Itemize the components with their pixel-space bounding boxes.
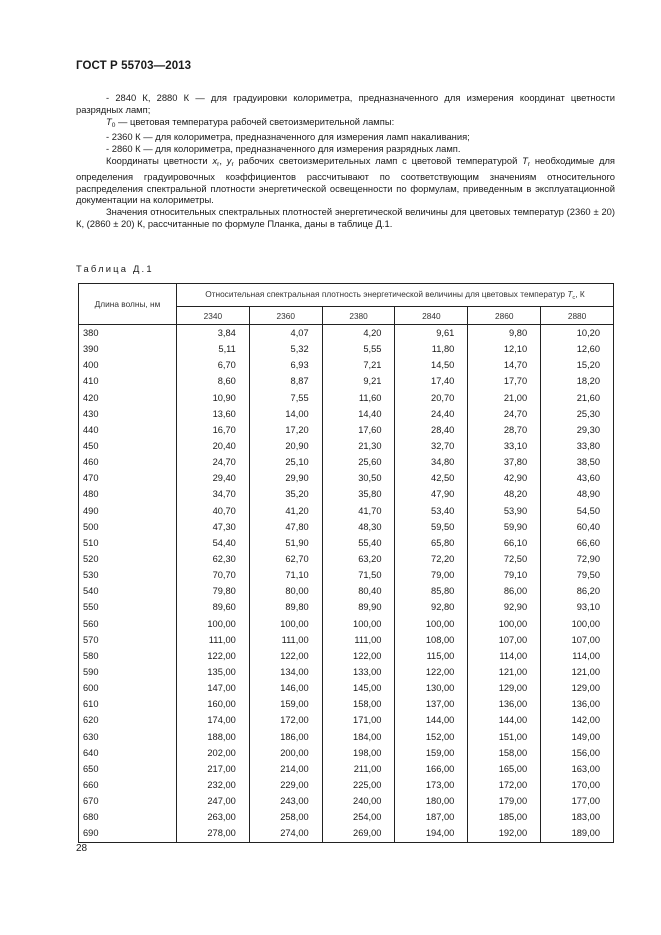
table-row	[79, 551, 614, 567]
value-cell: 79,10	[468, 567, 541, 583]
value-cell: 243,00	[249, 793, 322, 809]
table-row	[79, 777, 614, 793]
value-cell: 14,00	[249, 406, 322, 422]
table-row	[79, 761, 614, 777]
value-cell: 34,80	[395, 454, 468, 470]
value-cell: 59,90	[468, 519, 541, 535]
value-cell: 200,00	[249, 745, 322, 761]
value-cell: 40,70	[177, 503, 250, 519]
value-cell: 170,00	[541, 777, 614, 793]
wavelength-cell: 530	[79, 567, 177, 583]
value-cell: 21,30	[322, 438, 395, 454]
value-cell: 12,10	[468, 341, 541, 357]
value-cell: 15,20	[541, 357, 614, 373]
table-row	[79, 599, 614, 615]
document-header: ГОСТ Р 55703—2013	[76, 60, 192, 72]
value-cell: 229,00	[249, 777, 322, 793]
value-cell: 172,00	[249, 712, 322, 728]
value-cell: 28,40	[395, 422, 468, 438]
value-cell: 122,00	[249, 648, 322, 664]
value-cell: 4,07	[249, 325, 322, 342]
value-cell: 47,80	[249, 519, 322, 535]
value-cell: 48,90	[541, 486, 614, 502]
value-cell: 100,00	[541, 616, 614, 632]
value-cell: 70,70	[177, 567, 250, 583]
wavelength-cell: 590	[79, 664, 177, 680]
wavelength-cell: 610	[79, 696, 177, 712]
value-cell: 147,00	[177, 680, 250, 696]
wavelength-cell: 460	[79, 454, 177, 470]
value-cell: 6,70	[177, 357, 250, 373]
table-row	[79, 616, 614, 632]
value-cell: 188,00	[177, 729, 250, 745]
value-cell: 17,60	[322, 422, 395, 438]
value-cell: 86,00	[468, 583, 541, 599]
value-cell: 24,70	[468, 406, 541, 422]
wavelength-cell: 520	[79, 551, 177, 567]
wavelength-cell: 660	[79, 777, 177, 793]
value-cell: 111,00	[322, 632, 395, 648]
value-cell: 144,00	[468, 712, 541, 728]
value-cell: 62,70	[249, 551, 322, 567]
wavelength-cell: 550	[79, 599, 177, 615]
value-cell: 9,80	[468, 325, 541, 342]
value-cell: 13,60	[177, 406, 250, 422]
value-cell: 115,00	[395, 648, 468, 664]
value-cell: 66,60	[541, 535, 614, 551]
value-cell: 179,00	[468, 793, 541, 809]
value-cell: 66,10	[468, 535, 541, 551]
value-cell: 93,10	[541, 599, 614, 615]
value-cell: 47,90	[395, 486, 468, 502]
value-cell: 63,20	[322, 551, 395, 567]
value-cell: 35,80	[322, 486, 395, 502]
value-cell: 160,00	[177, 696, 250, 712]
wavelength-cell: 490	[79, 503, 177, 519]
wavelength-cell: 630	[79, 729, 177, 745]
value-cell: 21,60	[541, 390, 614, 406]
value-cell: 202,00	[177, 745, 250, 761]
t0-subscript: 0	[111, 121, 116, 129]
wavelength-cell: 380	[79, 325, 177, 342]
value-cell: 24,70	[177, 454, 250, 470]
value-cell: 194,00	[395, 825, 468, 842]
table-row	[79, 535, 614, 551]
value-cell: 100,00	[249, 616, 322, 632]
value-cell: 3,84	[177, 325, 250, 342]
value-cell: 41,20	[249, 503, 322, 519]
t0-text: — цветовая температура рабочей светоизмерительной лампы:	[115, 115, 395, 127]
value-cell: 28,70	[468, 422, 541, 438]
value-cell: 14,70	[468, 357, 541, 373]
value-cell: 8,60	[177, 373, 250, 389]
wavelength-cell: 680	[79, 809, 177, 825]
table-row	[79, 470, 614, 486]
value-cell: 89,80	[249, 599, 322, 615]
group-header-text: Относительная спектральная плотность энергетической величины для цветовых температур	[205, 289, 568, 299]
value-cell: 72,90	[541, 551, 614, 567]
p5-y: y	[226, 154, 232, 166]
wavelength-cell: 650	[79, 761, 177, 777]
wavelength-cell: 450	[79, 438, 177, 454]
value-cell: 7,55	[249, 390, 322, 406]
value-cell: 5,32	[249, 341, 322, 357]
paragraph-2360: - 2360 К — для колориметра, предназначенного для измерения ламп накаливания;	[106, 131, 470, 143]
value-cell: 79,00	[395, 567, 468, 583]
temp-header: 2840	[395, 307, 468, 325]
value-cell: 18,20	[541, 373, 614, 389]
value-cell: 80,00	[249, 583, 322, 599]
value-cell: 32,70	[395, 438, 468, 454]
value-cell: 144,00	[395, 712, 468, 728]
wavelength-cell: 540	[79, 583, 177, 599]
value-cell: 71,10	[249, 567, 322, 583]
value-cell: 92,80	[395, 599, 468, 615]
paragraph-2840: - 2840 К, 2880 К — для градуировки колориметра, предназначенного для измерения координат цветности разрядных ламп;	[76, 92, 615, 115]
p5-x-sub: r	[217, 160, 220, 168]
value-cell: 152,00	[395, 729, 468, 745]
value-cell: 177,00	[541, 793, 614, 809]
body-text	[76, 92, 615, 230]
table-row	[79, 793, 614, 809]
value-cell: 278,00	[177, 825, 250, 842]
value-cell: 100,00	[322, 616, 395, 632]
table-row	[79, 325, 614, 342]
temp-header: 2880	[541, 307, 614, 325]
paragraph-t0	[76, 116, 615, 132]
value-cell: 10,90	[177, 390, 250, 406]
wavelength-cell: 690	[79, 825, 177, 842]
value-cell: 258,00	[249, 809, 322, 825]
value-cell: 136,00	[468, 696, 541, 712]
value-cell: 65,80	[395, 535, 468, 551]
value-cell: 111,00	[249, 632, 322, 648]
temp-header: 2360	[249, 307, 322, 325]
value-cell: 189,00	[541, 825, 614, 842]
value-cell: 14,40	[322, 406, 395, 422]
value-cell: 59,50	[395, 519, 468, 535]
value-cell: 42,90	[468, 470, 541, 486]
value-cell: 20,40	[177, 438, 250, 454]
value-cell: 16,70	[177, 422, 250, 438]
value-cell: 135,00	[177, 664, 250, 680]
value-cell: 7,21	[322, 357, 395, 373]
temp-header: 2860	[468, 307, 541, 325]
value-cell: 187,00	[395, 809, 468, 825]
value-cell: 47,30	[177, 519, 250, 535]
value-cell: 145,00	[322, 680, 395, 696]
value-cell: 198,00	[322, 745, 395, 761]
table-row	[79, 583, 614, 599]
value-cell: 183,00	[541, 809, 614, 825]
value-cell: 159,00	[249, 696, 322, 712]
value-cell: 114,00	[468, 648, 541, 664]
spectral-table	[78, 283, 614, 843]
value-cell: 9,21	[322, 373, 395, 389]
wavelength-cell: 390	[79, 341, 177, 357]
wavelength-cell: 420	[79, 390, 177, 406]
value-cell: 184,00	[322, 729, 395, 745]
wavelength-cell: 430	[79, 406, 177, 422]
value-cell: 51,90	[249, 535, 322, 551]
group-header-unit: , К	[575, 289, 585, 299]
value-cell: 111,00	[177, 632, 250, 648]
table-row	[79, 712, 614, 728]
table-row	[79, 422, 614, 438]
value-cell: 232,00	[177, 777, 250, 793]
value-cell: 24,40	[395, 406, 468, 422]
value-cell: 100,00	[395, 616, 468, 632]
paragraph-2860: - 2860 К — для колориметра, предназначенного для измерения разрядных ламп.	[106, 143, 461, 155]
value-cell: 25,10	[249, 454, 322, 470]
table-row	[79, 809, 614, 825]
value-cell: 54,40	[177, 535, 250, 551]
value-cell: 34,70	[177, 486, 250, 502]
value-cell: 79,50	[541, 567, 614, 583]
value-cell: 85,80	[395, 583, 468, 599]
value-cell: 129,00	[541, 680, 614, 696]
value-cell: 166,00	[395, 761, 468, 777]
value-cell: 11,80	[395, 341, 468, 357]
value-cell: 5,11	[177, 341, 250, 357]
wavelength-cell: 470	[79, 470, 177, 486]
value-cell: 180,00	[395, 793, 468, 809]
value-cell: 173,00	[395, 777, 468, 793]
value-cell: 225,00	[322, 777, 395, 793]
value-cell: 108,00	[395, 632, 468, 648]
value-cell: 158,00	[322, 696, 395, 712]
value-cell: 8,87	[249, 373, 322, 389]
table-row	[79, 486, 614, 502]
value-cell: 137,00	[395, 696, 468, 712]
table-row	[79, 567, 614, 583]
value-cell: 17,40	[395, 373, 468, 389]
value-cell: 192,00	[468, 825, 541, 842]
temp-header: 2380	[322, 307, 395, 325]
table-row	[79, 729, 614, 745]
value-cell: 42,50	[395, 470, 468, 486]
wavelength-cell: 480	[79, 486, 177, 502]
value-cell: 25,30	[541, 406, 614, 422]
table-row	[79, 825, 614, 842]
table-row	[79, 519, 614, 535]
table-row	[79, 373, 614, 389]
value-cell: 89,60	[177, 599, 250, 615]
value-cell: 89,90	[322, 599, 395, 615]
table-caption: Таблица Д.1	[76, 263, 154, 274]
value-cell: 130,00	[395, 680, 468, 696]
value-cell: 12,60	[541, 341, 614, 357]
value-cell: 186,00	[249, 729, 322, 745]
value-cell: 133,00	[322, 664, 395, 680]
p5-a: Координаты цветности	[106, 154, 213, 166]
value-cell: 142,00	[541, 712, 614, 728]
value-cell: 134,00	[249, 664, 322, 680]
value-cell: 37,80	[468, 454, 541, 470]
value-cell: 53,40	[395, 503, 468, 519]
value-cell: 100,00	[468, 616, 541, 632]
p5-T: T	[522, 154, 528, 166]
table-row	[79, 454, 614, 470]
value-cell: 171,00	[322, 712, 395, 728]
wavelength-cell: 580	[79, 648, 177, 664]
value-cell: 5,55	[322, 341, 395, 357]
table-row	[79, 696, 614, 712]
value-cell: 156,00	[541, 745, 614, 761]
t0-symbol: T	[106, 115, 112, 127]
value-cell: 211,00	[322, 761, 395, 777]
value-cell: 48,30	[322, 519, 395, 535]
value-cell: 38,50	[541, 454, 614, 470]
value-cell: 254,00	[322, 809, 395, 825]
value-cell: 17,70	[468, 373, 541, 389]
table-row	[79, 357, 614, 373]
value-cell: 60,40	[541, 519, 614, 535]
wavelength-cell: 620	[79, 712, 177, 728]
value-cell: 21,00	[468, 390, 541, 406]
value-cell: 86,20	[541, 583, 614, 599]
wavelength-cell: 400	[79, 357, 177, 373]
group-header-sub: c	[572, 295, 576, 301]
table-row	[79, 680, 614, 696]
value-cell: 11,60	[322, 390, 395, 406]
value-cell: 30,50	[322, 470, 395, 486]
value-cell: 20,90	[249, 438, 322, 454]
value-cell: 10,20	[541, 325, 614, 342]
value-cell: 172,00	[468, 777, 541, 793]
value-cell: 29,40	[177, 470, 250, 486]
group-header-T: T	[567, 289, 573, 299]
value-cell: 4,20	[322, 325, 395, 342]
value-cell: 214,00	[249, 761, 322, 777]
value-cell: 33,10	[468, 438, 541, 454]
value-cell: 263,00	[177, 809, 250, 825]
value-cell: 136,00	[541, 696, 614, 712]
paragraph-values: Значения относительных спектральных плотностей энергетической величины для цветовых температур (2360 ± 20) К, (2860 ± 20) К, рассчитанные по формуле Планка, даны в таблице Д.1.	[76, 206, 615, 229]
value-cell: 72,50	[468, 551, 541, 567]
wavelength-cell: 670	[79, 793, 177, 809]
table-row	[79, 664, 614, 680]
value-cell: 217,00	[177, 761, 250, 777]
wavelength-cell: 500	[79, 519, 177, 535]
value-cell: 29,30	[541, 422, 614, 438]
value-cell: 72,20	[395, 551, 468, 567]
table-row	[79, 648, 614, 664]
table-row	[79, 438, 614, 454]
value-cell: 55,40	[322, 535, 395, 551]
table-row	[79, 632, 614, 648]
value-cell: 100,00	[177, 616, 250, 632]
value-cell: 114,00	[541, 648, 614, 664]
value-cell: 149,00	[541, 729, 614, 745]
value-cell: 165,00	[468, 761, 541, 777]
value-cell: 48,20	[468, 486, 541, 502]
wavelength-cell: 440	[79, 422, 177, 438]
p5-T-sub: r	[527, 160, 531, 168]
value-cell: 25,60	[322, 454, 395, 470]
value-cell: 146,00	[249, 680, 322, 696]
value-cell: 240,00	[322, 793, 395, 809]
page-number: 28	[76, 843, 88, 854]
p5-x: x	[212, 154, 218, 166]
value-cell: 20,70	[395, 390, 468, 406]
wavelength-cell: 600	[79, 680, 177, 696]
value-cell: 35,20	[249, 486, 322, 502]
table-row	[79, 390, 614, 406]
paragraph-coordinates	[76, 155, 615, 206]
value-cell: 151,00	[468, 729, 541, 745]
value-cell: 29,90	[249, 470, 322, 486]
value-cell: 269,00	[322, 825, 395, 842]
value-cell: 185,00	[468, 809, 541, 825]
value-cell: 122,00	[395, 664, 468, 680]
value-cell: 274,00	[249, 825, 322, 842]
value-cell: 129,00	[468, 680, 541, 696]
value-cell: 174,00	[177, 712, 250, 728]
value-cell: 121,00	[468, 664, 541, 680]
value-cell: 14,50	[395, 357, 468, 373]
wavelength-cell: 640	[79, 745, 177, 761]
value-cell: 247,00	[177, 793, 250, 809]
wavelength-cell: 560	[79, 616, 177, 632]
value-cell: 54,50	[541, 503, 614, 519]
table-row	[79, 745, 614, 761]
value-cell: 159,00	[395, 745, 468, 761]
value-cell: 79,80	[177, 583, 250, 599]
value-cell: 122,00	[322, 648, 395, 664]
value-cell: 53,90	[468, 503, 541, 519]
value-cell: 71,50	[322, 567, 395, 583]
value-cell: 17,20	[249, 422, 322, 438]
value-cell: 62,30	[177, 551, 250, 567]
temp-header: 2340	[177, 307, 250, 325]
p5-c: необходимые для определения градуировочных коэффициентов рассчитывают по соответствующим значениям относительного распределения спектральной плотности энергетической освещенности по формулам, приведенным в эксплуатационной документации на колориметры.	[76, 154, 615, 206]
group-header	[177, 284, 614, 307]
wavelength-cell: 410	[79, 373, 177, 389]
value-cell: 107,00	[541, 632, 614, 648]
wavelength-header: Длина волны, нм	[79, 284, 177, 325]
value-cell: 9,61	[395, 325, 468, 342]
value-cell: 6,93	[249, 357, 322, 373]
value-cell: 43,60	[541, 470, 614, 486]
value-cell: 163,00	[541, 761, 614, 777]
table-row	[79, 503, 614, 519]
value-cell: 107,00	[468, 632, 541, 648]
p5-comma: ,	[219, 154, 227, 166]
value-cell: 33,80	[541, 438, 614, 454]
wavelength-cell: 570	[79, 632, 177, 648]
table-row	[79, 406, 614, 422]
p5-b: рабочих светоизмерительных ламп с цветовой температурой	[233, 154, 523, 166]
value-cell: 122,00	[177, 648, 250, 664]
value-cell: 158,00	[468, 745, 541, 761]
table-row	[79, 341, 614, 357]
p5-y-sub: r	[231, 160, 234, 168]
value-cell: 92,90	[468, 599, 541, 615]
wavelength-cell: 510	[79, 535, 177, 551]
value-cell: 41,70	[322, 503, 395, 519]
value-cell: 121,00	[541, 664, 614, 680]
value-cell: 80,40	[322, 583, 395, 599]
